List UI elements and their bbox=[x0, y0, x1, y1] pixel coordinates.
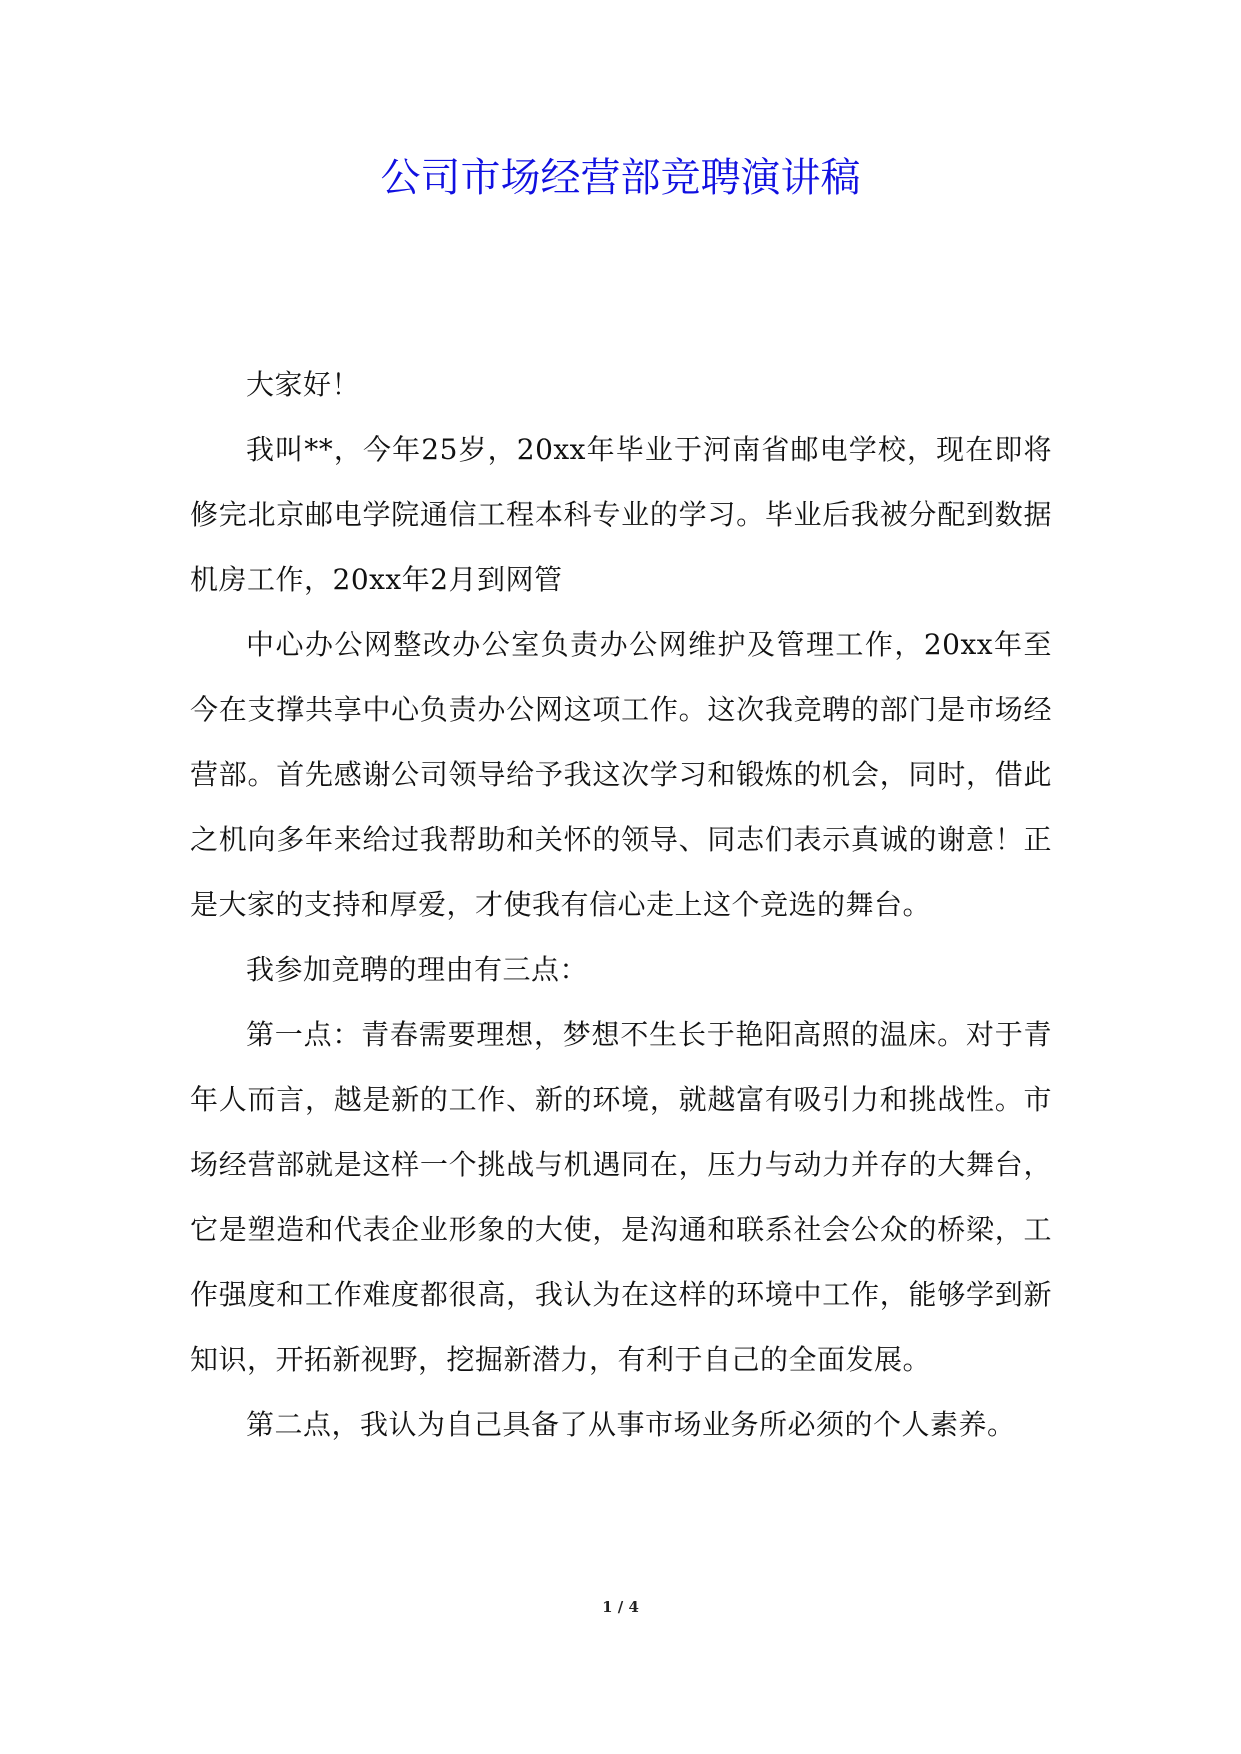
paragraph-reasons-heading: 我参加竞聘的理由有三点： bbox=[246, 953, 589, 986]
paragraph-work-history: 中心办公网整改办公室负责办公网维护及管理工作，20xx年至今在支撑共享中心负责办公网这项工作。这次我竞聘的部门是市场经营部。首先感谢公司领导给予我这次学习和锻炼的机会，同时，借此之机向多年来给过我帮助和关怀的领导、同志们表示真诚的谢意！正是大家的支持和厚爱，才使我有信心走上这个竞选的舞台。 bbox=[190, 628, 1052, 921]
paragraph-reason-two: 第二点，我认为自己具备了从事市场业务所必须的个人素养。 bbox=[246, 1408, 1016, 1441]
paragraph-introduction: 我叫**，今年25岁，20xx年毕业于河南省邮电学校，现在即将修完北京邮电学院通信工程本科专业的学习。毕业后我被分配到数据机房工作，20xx年2月到网管 bbox=[190, 433, 1052, 596]
page-number: 1 / 4 bbox=[602, 1598, 639, 1616]
document-title: 公司市场经营部竞聘演讲稿 bbox=[380, 155, 861, 201]
paragraph-reason-one: 第一点：青春需要理想，梦想不生长于艳阳高照的温床。对于青年人而言，越是新的工作、新的环境，就越富有吸引力和挑战性。市场经营部就是这样一个挑战与机遇同在，压力与动力并存的大舞台，它是塑造和代表企业形象的大使，是沟通和联系社会公众的桥梁，工作强度和工作难度都很高，我认为在这样的环境中工作，能够学到新知识，开拓新视野，挖掘新潜力，有利于自己的全面发展。 bbox=[190, 1018, 1052, 1376]
paragraph-greeting: 大家好！ bbox=[246, 368, 361, 401]
document-body bbox=[190, 352, 1052, 1457]
